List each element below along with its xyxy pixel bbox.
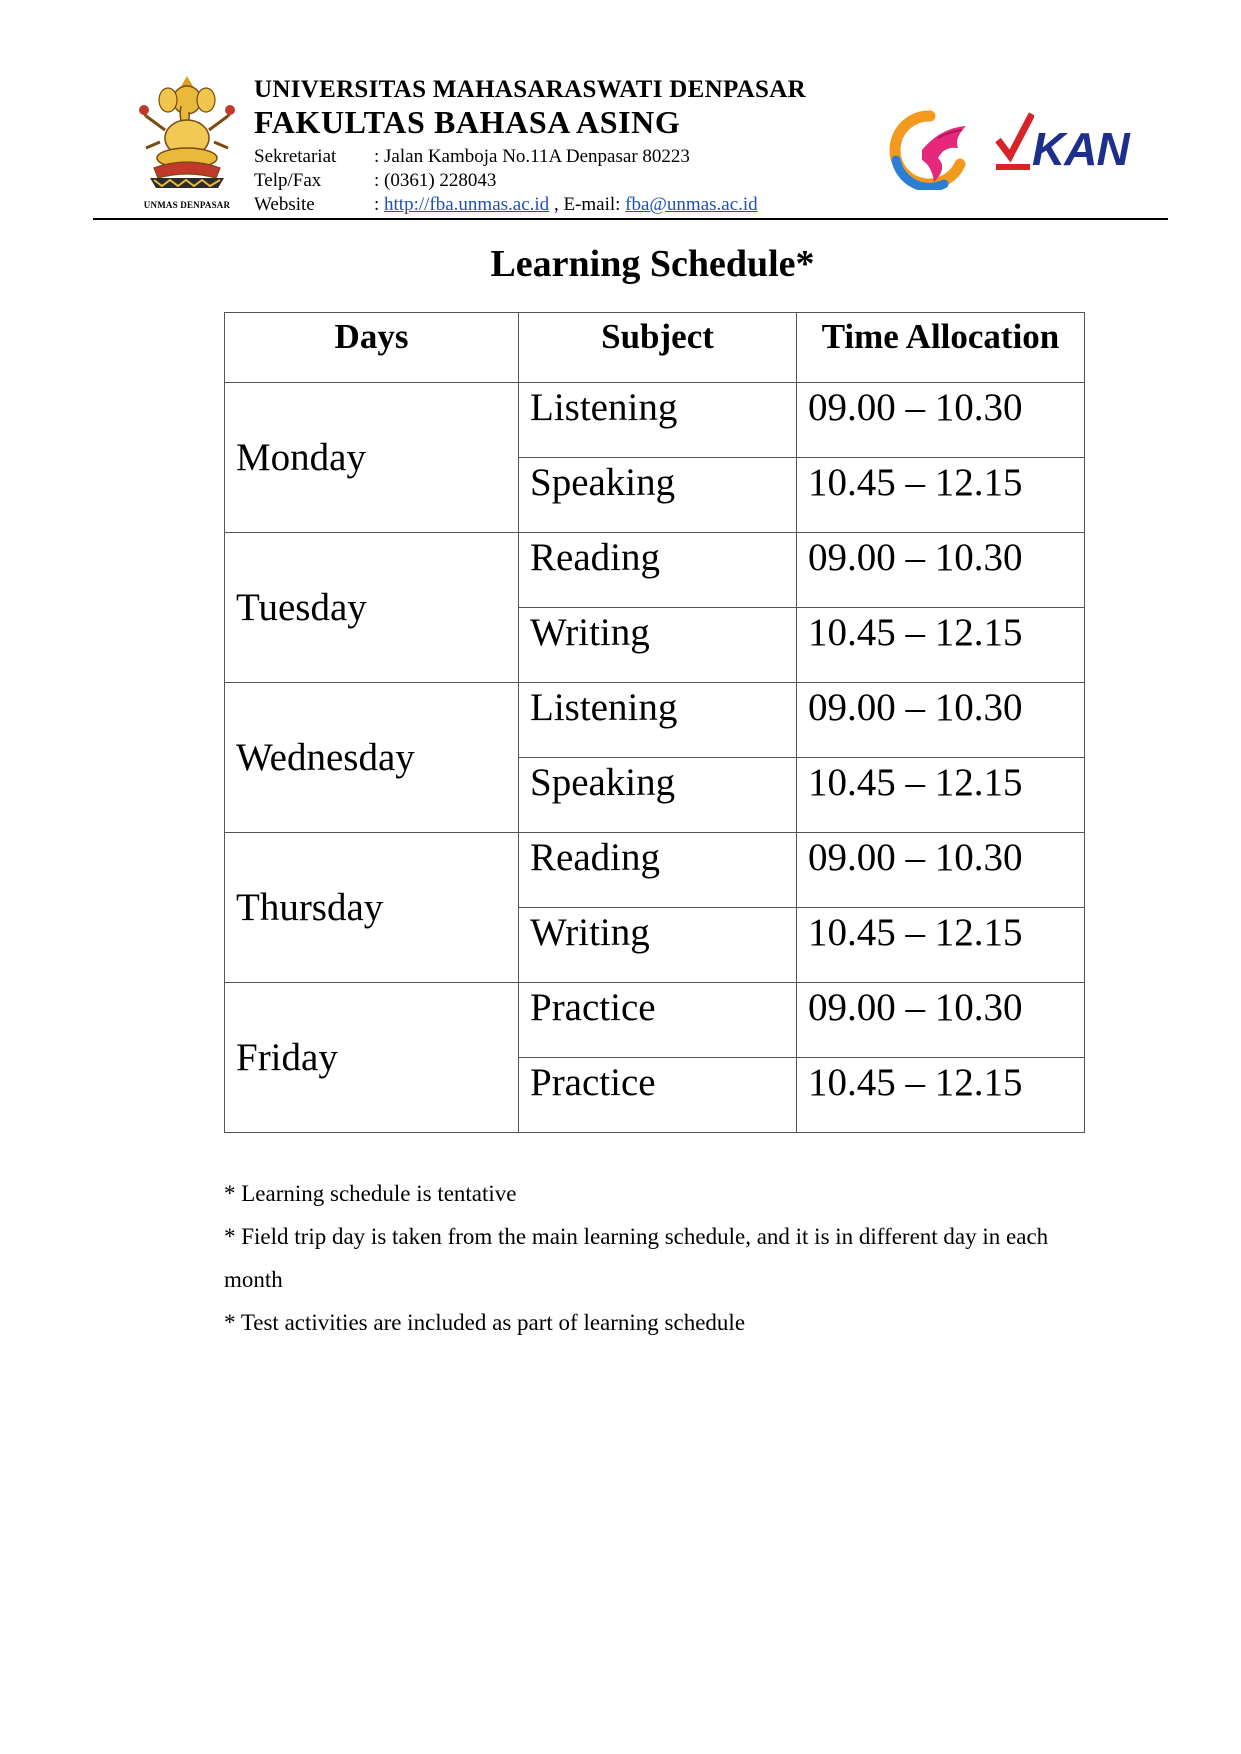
table-row <box>225 983 1085 1058</box>
website-label: Website <box>254 194 315 215</box>
subject-cell: Writing <box>519 608 797 683</box>
university-name: UNIVERSITAS MAHASARASWATI DENPASAR <box>254 76 806 103</box>
secretariat-label: Sekretariat <box>254 146 337 167</box>
time-cell: 10.45 – 12.15 <box>797 908 1085 983</box>
schedule-table <box>224 312 1085 1133</box>
subject-cell: Reading <box>519 833 797 908</box>
phone-row <box>254 170 496 192</box>
time-cell: 09.00 – 10.30 <box>797 833 1085 908</box>
phone-value: : (0361) 228043 <box>374 170 497 191</box>
ganesha-emblem-icon <box>134 72 240 196</box>
phone-label: Telp/Fax <box>254 170 322 191</box>
footnote: * Test activities are included as part of learning schedule <box>224 1310 746 1335</box>
kan-logo <box>994 112 1140 174</box>
day-cell: Wednesday <box>225 683 519 833</box>
time-cell: 09.00 – 10.30 <box>797 683 1085 758</box>
footnotes <box>224 1172 1104 1344</box>
subject-cell: Practice <box>519 983 797 1058</box>
subject-cell: Practice <box>519 1058 797 1133</box>
kan-logo-text: KAN <box>1032 123 1129 175</box>
page-title: Learning Schedule* <box>490 243 815 285</box>
secretariat-row <box>254 146 690 168</box>
table-row <box>225 533 1085 608</box>
time-cell: 09.00 – 10.30 <box>797 533 1085 608</box>
website-row <box>254 194 758 216</box>
time-cell: 10.45 – 12.15 <box>797 608 1085 683</box>
subject-cell: Speaking <box>519 458 797 533</box>
table-header-row <box>225 313 1085 383</box>
header-divider <box>93 218 1168 220</box>
table-row <box>225 383 1085 458</box>
footnote: * Field trip day is taken from the main learning schedule, and it is in different day in each month <box>224 1224 1049 1292</box>
subject-cell: Reading <box>519 533 797 608</box>
secretariat-value: : Jalan Kamboja No.11A Denpasar 80223 <box>374 146 690 167</box>
checkmark-icon <box>994 112 1034 174</box>
faculty-name: FAKULTAS BAHASA ASING <box>254 104 681 140</box>
letterhead <box>0 0 1241 230</box>
footnote: * Learning schedule is tentative <box>224 1181 517 1206</box>
time-cell: 09.00 – 10.30 <box>797 983 1085 1058</box>
day-cell: Friday <box>225 983 519 1133</box>
subject-cell: Listening <box>519 383 797 458</box>
time-cell: 10.45 – 12.15 <box>797 758 1085 833</box>
phoenix-logo-icon <box>882 108 972 190</box>
subject-cell: Writing <box>519 908 797 983</box>
subject-cell: Speaking <box>519 758 797 833</box>
time-cell: 10.45 – 12.15 <box>797 458 1085 533</box>
unmas-ganesha-logo <box>134 72 240 210</box>
time-cell: 09.00 – 10.30 <box>797 383 1085 458</box>
table-row <box>225 833 1085 908</box>
logo-caption: UNMAS DENPASAR <box>143 200 231 210</box>
day-cell: Monday <box>225 383 519 533</box>
email-link[interactable]: fba@unmas.ac.id <box>625 194 758 215</box>
phoenix-logo <box>882 108 972 190</box>
email-prefix: , E-mail: <box>549 194 626 215</box>
website-link[interactable]: http://fba.unmas.ac.id <box>384 194 550 215</box>
subject-cell: Listening <box>519 683 797 758</box>
table-row <box>225 683 1085 758</box>
time-cell: 10.45 – 12.15 <box>797 1058 1085 1133</box>
day-cell: Thursday <box>225 833 519 983</box>
header-days: Days <box>225 313 519 383</box>
day-cell: Tuesday <box>225 533 519 683</box>
website-prefix: : <box>374 194 385 215</box>
header-time-allocation: Time Allocation <box>797 313 1085 383</box>
header-subject: Subject <box>519 313 797 383</box>
